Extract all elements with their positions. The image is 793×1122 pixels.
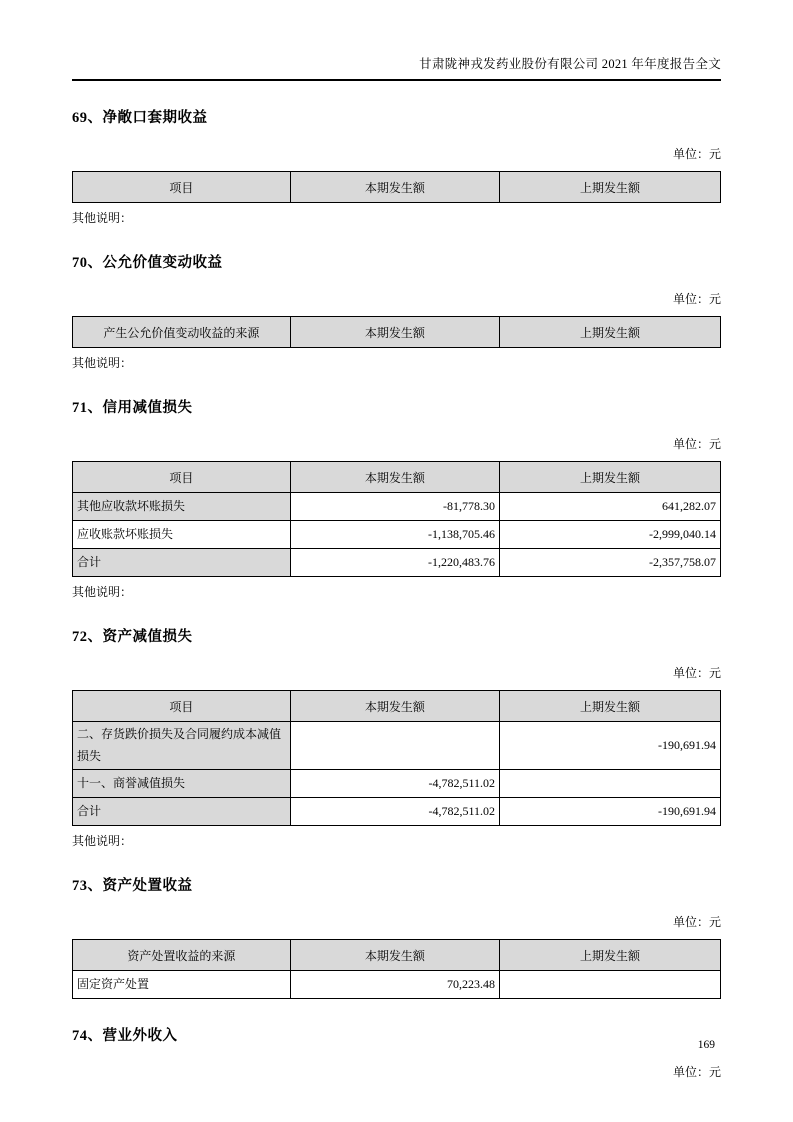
- table-row: [73, 493, 721, 521]
- table-cell-prior: -190,691.94: [500, 798, 721, 826]
- table-cell-current: -1,220,483.76: [290, 549, 499, 577]
- col-header-prior: 上期发生额: [500, 317, 721, 348]
- col-header-prior: 上期发生额: [500, 462, 721, 493]
- section-71-title: 71、信用减值损失: [72, 400, 193, 416]
- section-69-table: [72, 171, 721, 203]
- table-cell-item: 合计: [73, 798, 291, 826]
- table-row: [73, 722, 721, 770]
- table-cell-current: [290, 722, 499, 770]
- table-cell-prior: [500, 770, 721, 798]
- section-70-table: [72, 316, 721, 348]
- table-row: [73, 798, 721, 826]
- section-72-title: 72、资产减值损失: [72, 629, 193, 645]
- unit-label-73: 单位：元: [672, 915, 721, 930]
- section-72-table: [72, 690, 721, 826]
- col-header-item: 项目: [73, 462, 291, 493]
- table-cell-prior: 641,282.07: [500, 493, 721, 521]
- table-cell-current: -81,778.30: [290, 493, 499, 521]
- table-header-row: [73, 462, 721, 493]
- unit-label-74: 单位：元: [672, 1065, 721, 1080]
- unit-label-69: 单位：元: [672, 147, 721, 161]
- col-header-item: 资产处置收益的来源: [73, 940, 291, 971]
- section-69-title: 69、净敞口套期收益: [72, 110, 208, 126]
- table-cell-item: 固定资产处置: [73, 971, 291, 999]
- section-73-title: 73、资产处置收益: [72, 878, 193, 895]
- table-cell-current: 70,223.48: [290, 971, 499, 999]
- unit-label-72: 单位：元: [672, 666, 721, 680]
- col-header-current: 本期发生额: [290, 462, 499, 493]
- table-row: [73, 971, 721, 999]
- table-cell-prior: -2,999,040.14: [500, 521, 721, 549]
- table-header-row: [73, 940, 721, 971]
- other-note-70: 其他说明：: [72, 356, 133, 370]
- col-header-current: 本期发生额: [290, 691, 499, 722]
- col-header-prior: 上期发生额: [500, 940, 721, 971]
- section-71-table: [72, 461, 721, 577]
- table-cell-prior: [500, 971, 721, 999]
- other-note-72: 其他说明：: [72, 834, 133, 849]
- col-header-item: 项目: [73, 172, 291, 203]
- col-header-prior: 上期发生额: [500, 172, 721, 203]
- col-header-current: 本期发生额: [290, 940, 499, 971]
- unit-label-71: 单位：元: [672, 437, 721, 451]
- col-header-item: 产生公允价值变动收益的来源: [73, 317, 291, 348]
- table-row: [73, 770, 721, 798]
- table-cell-current: -4,782,511.02: [290, 770, 499, 798]
- table-header-row: [73, 317, 721, 348]
- table-cell-prior: -190,691.94: [500, 722, 721, 770]
- table-cell-item: 十一、商誉减值损失: [73, 770, 291, 798]
- other-note-69: 其他说明：: [72, 211, 133, 225]
- unit-label-70: 单位：元: [672, 292, 721, 306]
- col-header-prior: 上期发生额: [500, 691, 721, 722]
- section-73-table: [72, 939, 721, 999]
- col-header-current: 本期发生额: [290, 172, 499, 203]
- table-header-row: [73, 172, 721, 203]
- table-cell-current: -1,138,705.46: [290, 521, 499, 549]
- table-row: [73, 549, 721, 577]
- table-cell-item: 应收账款坏账损失: [73, 521, 291, 549]
- page-header: [72, 0, 721, 81]
- report-title: 甘肃陇神戎发药业股份有限公司 2021 年年度报告全文: [419, 57, 721, 71]
- table-cell-item: 二、存货跌价损失及合同履约成本减值损失: [73, 722, 291, 770]
- col-header-item: 项目: [73, 691, 291, 722]
- table-cell-prior: -2,357,758.07: [500, 549, 721, 577]
- table-cell-current: -4,782,511.02: [290, 798, 499, 826]
- section-74-title: 74、营业外收入: [72, 1028, 178, 1045]
- table-cell-item: 其他应收款坏账损失: [73, 493, 291, 521]
- page-number: 169: [697, 1039, 715, 1051]
- section-70-title: 70、公允价值变动收益: [72, 255, 223, 271]
- table-header-row: [73, 691, 721, 722]
- table-row: [73, 521, 721, 549]
- table-cell-item: 合计: [73, 549, 291, 577]
- other-note-71: 其他说明：: [72, 585, 133, 599]
- col-header-current: 本期发生额: [290, 317, 499, 348]
